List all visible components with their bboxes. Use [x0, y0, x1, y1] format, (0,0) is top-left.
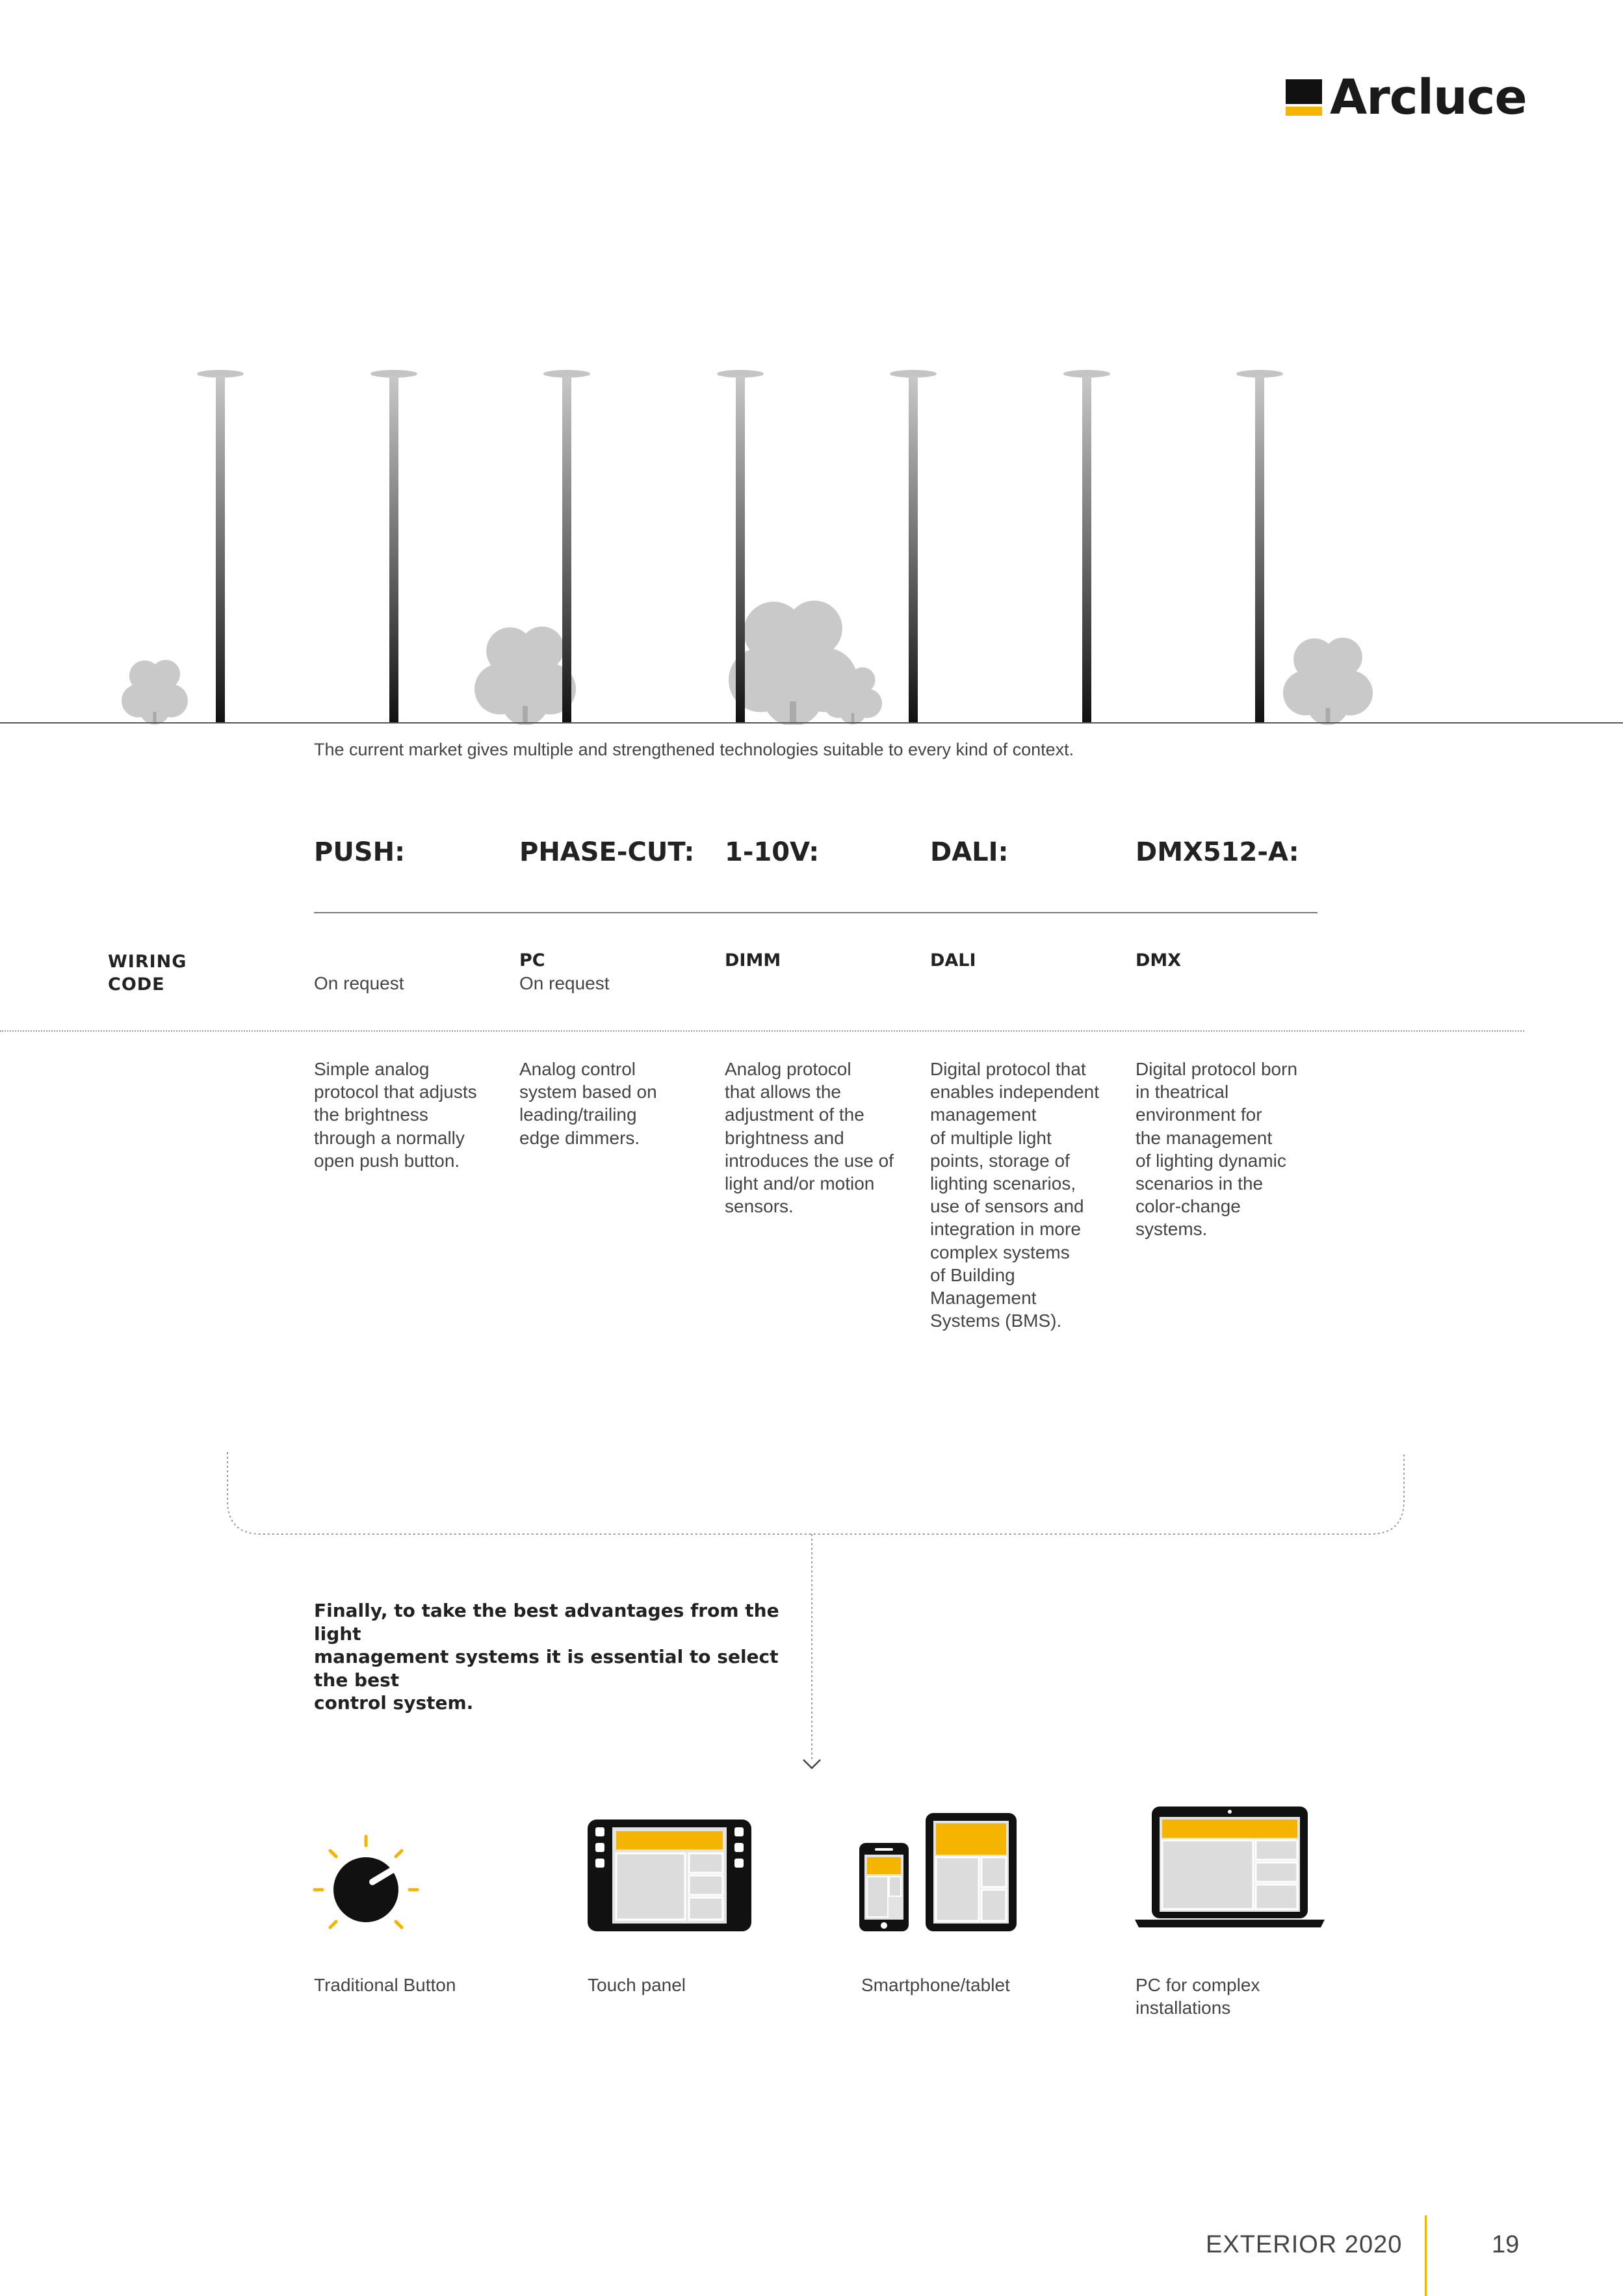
description-dmx: Digital protocol born in theatrical environment for the management of lighting dynamic scenarios in the color-change systems. — [1136, 1059, 1298, 1240]
wiring-code-dmx: DMX — [1136, 950, 1182, 971]
availability-push: On request — [314, 973, 404, 993]
description-phase-cut: Analog control system based on leading/trailing edge dimmers. — [519, 1059, 657, 1148]
chevron-down-icon — [803, 1760, 820, 1768]
page-number: 19 — [1492, 2231, 1520, 2258]
wiring-code-pc: PC — [519, 950, 545, 971]
device-label-button: Traditional Button — [314, 1975, 456, 1995]
footer-separator — [1425, 2215, 1427, 2296]
smartphone-tablet-icon — [857, 1810, 1019, 1934]
device-label-smartphone-tablet: Smartphone/tablet — [861, 1975, 1010, 1995]
protocol-dali-title: DALI: — [930, 837, 1009, 867]
logo-mark-icon — [1286, 79, 1322, 116]
tree-2 — [474, 627, 576, 725]
lamp-1 — [197, 370, 244, 723]
lamp-6 — [1063, 370, 1110, 723]
tree-1 — [122, 660, 188, 724]
protocol-push-title: PUSH: — [314, 837, 406, 867]
footer-title: EXTERIOR 2020 — [1206, 2231, 1403, 2258]
tree-5 — [1283, 638, 1373, 725]
laptop-icon — [1132, 1804, 1327, 1934]
dimmer-knob-icon — [311, 1830, 428, 1934]
dotted-divider — [0, 1030, 1524, 1032]
device-label-touch-panel: Touch panel — [588, 1975, 686, 1995]
lamp-7 — [1236, 370, 1283, 723]
conclusion-text: Finally, to take the best advantages from the light management systems it is essential to select the best control system. — [314, 1600, 779, 1714]
description-dali: Digital protocol that enables independent management of multiple light points, storage of lighting scenarios, use of sensors and integration in more complex systems of Building Management Systems (BMS). — [930, 1059, 1100, 1331]
intro-text: The current market gives multiple and strengthened technologies suitable to every kind of context. — [314, 740, 1074, 759]
wiring-code-dali: DALI — [930, 950, 976, 971]
tablet-icon — [926, 1813, 1017, 1931]
logo-text: Arcluce — [1330, 70, 1527, 125]
lamp-5 — [890, 370, 937, 723]
ground-line — [0, 722, 1623, 724]
device-label-pc: PC for complex installations — [1136, 1975, 1260, 2018]
wiring-code-label: WIRING CODE — [108, 952, 187, 995]
header-divider — [314, 912, 1318, 913]
smartphone-icon — [859, 1843, 909, 1931]
protocol-dmx-title: DMX512-A: — [1136, 837, 1299, 867]
description-push: Simple analog protocol that adjusts the brightness through a normally open push button. — [314, 1059, 477, 1171]
tree-4 — [824, 668, 882, 725]
protocol-1-10v-title: 1-10V: — [725, 837, 820, 867]
touch-panel-icon — [585, 1817, 754, 1934]
protocol-phase-cut-title: PHASE-CUT: — [519, 837, 695, 867]
availability-phase-cut: On request — [519, 973, 610, 993]
street-lamps-illustration — [0, 351, 1623, 725]
wiring-code-dimm: DIMM — [725, 950, 781, 971]
lamp-2 — [370, 370, 417, 723]
description-1-10v: Analog protocol that allows the adjustment of the brightness and introduces the use of light and/or motion sensors. — [725, 1059, 894, 1217]
brand-logo — [1286, 72, 1527, 124]
